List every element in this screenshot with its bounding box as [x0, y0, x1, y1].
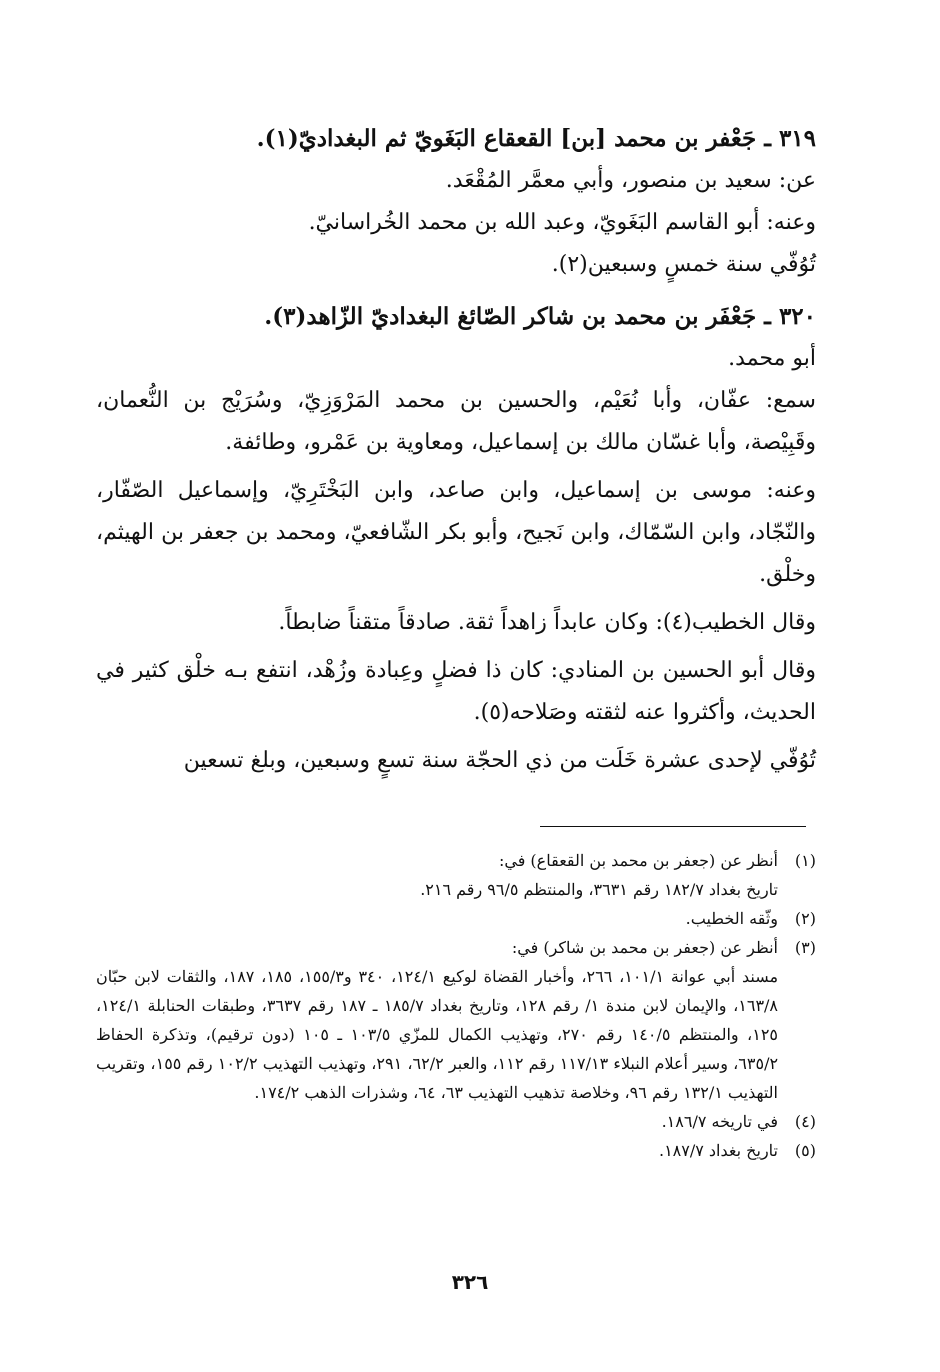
- footnote-number: (٥): [794, 1141, 816, 1160]
- footnote-number: (٢): [794, 909, 816, 928]
- footnote-text: أنظر عن (جعفر بن محمد بن القعقاع) في:: [498, 851, 778, 870]
- entry-320-kunya: أبو محمد.: [728, 346, 816, 371]
- entry-320-heard-from: سمع: عفّان، وأبا نُعَيْم، والحسين بن محمد المَرْوَزِيّ، وسُرَيْج بن النُّعمان، وقَبِيْصة، وأبا غسّان مالك بن إسماعيل، ومعاوية بن عَمْرو، وطائفة.: [96, 388, 816, 455]
- footnote-text: أنظر عن (جعفر بن محمد بن شاكر) في:: [511, 938, 778, 957]
- footnotes: [96, 846, 816, 1165]
- entry-320-khatib-quote: وقال الخطيب(٤): وكان عابداً زاهداً ثقة. صادقاً متقناً ضابطاً.: [278, 610, 816, 635]
- entry-heading-320: ٣٢٠ ـ جَعْفَر بن محمد بن شاكر الصّائغ البغداديّ الزّاهد(٣).: [264, 303, 816, 330]
- footnote-4: [96, 1107, 816, 1136]
- footnote-text: مسند أبي عوانة ١٠١/١، ٢٦٦، وأخبار القضاة لوكيع ١٢٤/١، ٣٤٠ و١٥٥/٣، ١٨٥، ١٨٧، والثقات لابن حبّان ١٦٣/٨، والإيمان لابن مندة ١/ رقم ١٢٨، وتاريخ بغداد ١٨٥/٧ ـ ١٨٧ رقم ٣٦٣٧، وطبقات الحنابلة ١٢٤/١، ١٢٥، والمنتظم ١٤٠/٥ رقم ٢٧٠، وتهذيب الكمال للمزّي ١٠٣/٥ ـ ١٠٥ (دون ترقيم)، وتذكرة الحفاظ ٦٣٥/٢، وسير أعلام النبلاء ١١٧/١٣ رقم ١١٢، والعبر ٦٢/٢، ٢٩١، وتهذيب التهذيب ١٠٢/٢ رقم ١٥٥، وتقريب التهذيب ١٣٢/١ رقم ٩٦، وخلاصة تذهيب التهذيب ٦٣، ٦٤، وشذرات الذهب ١٧٤/٢.: [96, 967, 779, 1102]
- footnote-text: تاريخ بغداد ١٨٢/٧ رقم ٣٦٣١، والمنتظم ٩٦/٥ رقم ٢١٦.: [420, 880, 778, 899]
- footnote-text: في تاريخه ١٨٦/٧.: [661, 1112, 778, 1131]
- footnote-5: [96, 1136, 816, 1165]
- page-number: ٣٢٦: [451, 1270, 489, 1294]
- footnote-2: [96, 904, 816, 933]
- footnote-1: [96, 846, 816, 875]
- entry-320-munadi-quote: وقال أبو الحسين بن المنادي: كان ذا فضلٍ وعِبادة وزُهْد، انتفع بـه خلْق كثير في الحديث، وأكثروا عنه لثقته وصَلاحه(٥).: [96, 658, 816, 725]
- entry-319-teachers: عن: سعيد بن منصور، وأبي معمَّر المُقْعَد.: [445, 168, 816, 193]
- footnote-text: تاريخ بغداد ١٨٧/٧.: [658, 1141, 778, 1160]
- entry-319-students: وعنه: أبو القاسم البَغَويّ، وعبد الله بن محمد الخُراسانيّ.: [308, 210, 816, 235]
- entry-heading-319: ٣١٩ ـ جَعْفر بن محمد [بن] القعقاع البَغَويّ ثم البغداديّ(١).: [256, 125, 816, 152]
- footnote-number: (٤): [794, 1112, 816, 1131]
- footnote-separator: [540, 826, 806, 827]
- entry-320-death: تُوُفّي لإحدى عشرة خَلَت من ذي الحجّة سنة تسعٍ وسبعين، وبلغ تسعين: [183, 748, 816, 773]
- footnote-text: وثّقه الخطيب.: [685, 909, 778, 928]
- footnote-number: (١): [794, 851, 816, 870]
- entry-320-students: وعنه: موسى بن إسماعيل، وابن صاعد، وابن البَخْتَرِيّ، وإسماعيل الصّفّار، والنّجّاد، وابن السّمّاك، وابن نَجيح، وأبو بكر الشّافعيّ، ومحمد بن جعفر بن الهيثم، وخلْق.: [96, 478, 816, 587]
- footnote-3: [96, 933, 816, 962]
- entry-319-death: تُوُفّي سنة خمسٍ وسبعين(٢).: [551, 252, 816, 277]
- main-text: [96, 118, 816, 788]
- footnote-number: (٣): [794, 938, 816, 957]
